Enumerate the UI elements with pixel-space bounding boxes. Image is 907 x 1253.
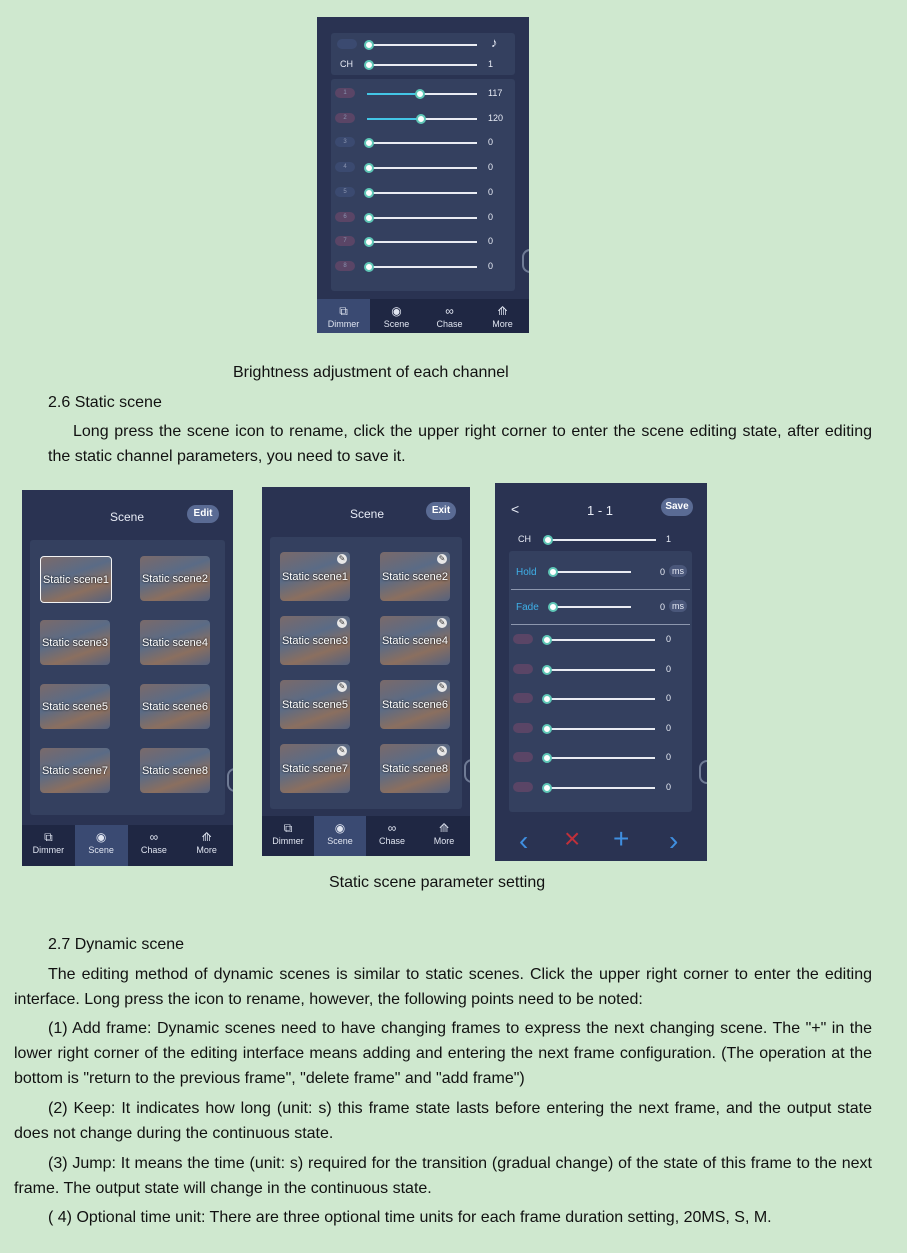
nav-more[interactable] [418,816,470,856]
master-panel [331,33,515,75]
scene-tile[interactable] [140,748,210,793]
scene-tile[interactable] [40,556,112,603]
more-icon: ⟰ [438,821,450,835]
channel-slider[interactable] [545,757,655,759]
channel-value: 117 [488,88,503,98]
section-2-7-p4: (3) Jump: It means the time (unit: s) required for the transition (gradual change) of the state of this frame to the next frame. The output state will change in the continuous state. [14,1155,872,1197]
section-heading-2-6: 2.6 Static scene [48,394,162,411]
bottom-nav [22,825,233,866]
hold-value: 0 [660,567,666,577]
scene-name: Static scene1 [281,570,349,583]
channel-badge [513,752,533,762]
scene-tile[interactable] [140,556,210,601]
channel-slider[interactable] [367,167,477,169]
scene-name: Static scene8 [381,762,449,775]
channel-value: 0 [666,693,672,703]
channel-badge: 7 [335,236,355,246]
channel-badge: 4 [335,162,355,172]
channel-value: 120 [488,112,504,123]
scene-screen-edit [22,490,233,866]
exit-button[interactable]: Exit [426,502,456,520]
scene-tile[interactable] [280,552,350,601]
slider-knob[interactable] [542,635,552,645]
add-frame-icon[interactable]: + [613,823,630,854]
next-frame-icon[interactable]: › [669,825,679,856]
caption-static-scene: Static scene parameter setting [329,874,546,891]
channel-value: 0 [666,752,672,762]
slider-knob[interactable] [542,724,552,734]
slider-knob[interactable] [415,89,425,99]
music-note-icon[interactable]: ♪ [491,35,498,50]
slider-fill [367,118,419,120]
scene-screen-exit [262,487,470,856]
channel-badge: 3 [335,137,355,147]
scene-tile[interactable] [140,684,210,729]
scene-name: Static scene6 [381,698,449,711]
previous-frame-icon[interactable]: ‹ [519,825,529,856]
nav-chase[interactable] [423,299,476,333]
ch-value: 1 [488,59,494,69]
channel-value: 0 [666,663,672,674]
channel-slider[interactable] [367,266,477,268]
fade-slider[interactable] [551,606,631,608]
scene-tile[interactable] [40,684,110,729]
nav-label: Dimmer [32,845,65,855]
scene-name: Static scene6 [141,700,209,713]
channel-slider[interactable] [545,639,655,641]
fade-label: Fade [516,602,539,613]
channel-badge: 5 [335,187,355,197]
channel-slider[interactable] [367,142,477,144]
channel-value: 0 [488,186,494,197]
rename-pencil-icon[interactable]: ✎ [438,618,446,627]
rename-pencil-icon[interactable]: ✎ [438,682,446,691]
channel-slider[interactable] [545,669,655,671]
channel-value: 0 [666,781,672,792]
scene-tile[interactable] [380,552,450,601]
dimmer-screen [317,17,529,333]
drawer-handle[interactable] [464,759,470,783]
channel-badge [513,634,533,644]
nav-label: Chase [140,845,167,855]
scene-tile[interactable] [40,620,110,665]
slider-knob[interactable] [416,114,426,124]
slider-knob[interactable] [364,213,374,223]
divider [511,589,690,590]
bottom-nav [317,299,529,333]
nav-label: Chase [378,836,405,846]
channel-slider[interactable] [367,217,477,219]
channel-slider[interactable] [367,241,477,243]
rename-pencil-icon[interactable]: ✎ [338,682,346,691]
scene-title: Scene [110,510,145,524]
channel-panel [331,79,515,291]
scene-tile[interactable] [40,748,110,793]
scene-name: Static scene7 [281,762,349,775]
scene-tile[interactable] [380,680,450,729]
slider-knob[interactable] [542,753,552,763]
scene-name: Static scene3 [41,636,109,649]
scene-grid [30,540,225,815]
channel-badge: 8 [335,261,355,271]
scene-tile[interactable] [280,680,350,729]
dimmer-icon: ⧉ [339,304,348,318]
scene-icon: ◉ [391,304,402,318]
nav-more[interactable] [180,825,233,866]
rename-pencil-icon[interactable]: ✎ [338,746,346,755]
scene-name: Static scene7 [41,764,109,777]
channel-badge [513,664,533,674]
nav-label: Scene [88,845,114,855]
rename-pencil-icon[interactable]: ✎ [438,746,446,755]
delete-frame-icon[interactable]: × [564,823,581,854]
nav-scene[interactable] [314,816,366,856]
ch-label: CH [518,534,531,544]
ch-slider[interactable] [546,539,656,541]
dimmer-icon: ⧉ [44,830,53,844]
scene-name: Static scene5 [41,700,109,713]
slider-knob[interactable] [364,138,374,148]
fade-unit[interactable]: ms [669,600,687,612]
dimmer-icon: ⧉ [283,821,293,835]
bulb-icon[interactable] [337,39,357,49]
channel-badge [513,693,533,703]
slider-knob[interactable] [364,262,374,272]
section-2-7-p2: (1) Add frame: Dynamic scenes need to have changing frames to express the next changing scene. The "+" in the lower right corner of the editing interface means adding and entering the next frame configuration. (The operation at the bottom is "return to the previous frame", "delete frame" and "add frame") [14,1020,872,1087]
nav-scene[interactable] [75,825,128,866]
channel-value: 0 [666,722,672,733]
nav-scene[interactable] [370,299,423,333]
master-slider[interactable] [367,44,477,46]
more-icon: ⟰ [201,830,212,844]
hold-label: Hold [516,567,537,578]
channel-badge [513,782,533,792]
scene-title: Scene [350,507,385,521]
nav-dimmer[interactable] [262,816,314,856]
channel-value: 0 [488,260,494,271]
back-icon[interactable]: < [511,501,520,517]
section-2-7-p5: ( 4) Optional time unit: There are three optional time units for each frame duration setting, 20MS, S, M. [48,1209,772,1226]
section-2-7-p1: The editing method of dynamic scenes is similar to static scenes. Click the upper right corner to enter the editing interface. Long press the icon to rename, however, the following points need to be noted: [14,966,872,1008]
scene-tile[interactable] [380,616,450,665]
frame-panel [509,551,692,812]
rename-pencil-icon[interactable]: ✎ [438,554,446,563]
drawer-handle[interactable] [522,249,529,273]
nav-dimmer[interactable] [22,825,75,866]
scene-name: Static scene5 [281,698,349,711]
scene-edit-screen [495,483,707,861]
bottom-nav [262,816,470,856]
frame-toolbar [495,821,707,861]
ch-slider[interactable] [367,64,477,66]
caption-brightness: Brightness adjustment of each channel [233,364,509,381]
nav-label: Dimmer [327,319,360,329]
chase-icon: ∞ [149,830,159,844]
scene-tile[interactable] [140,620,210,665]
scene-name: Static scene4 [141,636,209,649]
slider-fill [367,93,418,95]
scene-tile[interactable] [380,744,450,793]
scene-tile[interactable] [280,616,350,665]
scene-icon: ◉ [95,830,107,844]
channel-badge [513,723,533,733]
channel-badge: 6 [335,212,355,222]
slider-knob[interactable] [364,237,374,247]
section-2-6-body: Long press the scene icon to rename, click the upper right corner to enter the scene editing state, after editing the static channel parameters, you need to save it. [48,423,872,465]
nav-label: Chase [436,319,463,329]
channel-badge: 1 [335,88,355,98]
nav-chase[interactable] [366,816,418,856]
nav-label: Scene [383,319,410,329]
more-icon: ⟰ [497,304,508,318]
hold-slider[interactable] [551,571,631,573]
scene-name: Static scene3 [281,634,349,647]
scene-name: Static scene8 [141,764,209,777]
nav-chase[interactable] [128,825,181,866]
nav-label: More [196,845,217,855]
scene-name: Static scene4 [381,634,449,647]
chase-icon: ∞ [445,304,454,318]
slider-knob[interactable] [542,783,552,793]
nav-more[interactable] [476,299,529,333]
rename-pencil-icon[interactable]: ✎ [338,554,346,563]
slider-knob[interactable] [542,694,552,704]
channel-value: 0 [488,137,494,148]
nav-label: More [433,836,455,846]
channel-value: 0 [666,634,672,644]
drawer-handle[interactable] [227,768,233,792]
hold-unit[interactable]: ms [669,565,687,577]
nav-dimmer[interactable] [317,299,370,333]
fade-value: 0 [660,602,666,612]
nav-label: More [492,319,513,329]
channel-slider[interactable] [545,698,655,700]
rename-pencil-icon[interactable]: ✎ [338,618,346,627]
save-button[interactable]: Save [661,498,693,516]
section-heading-2-7: 2.7 Dynamic scene [48,936,185,953]
channel-value: 0 [488,162,494,173]
scene-name: Static scene1 [42,573,110,586]
slider-knob[interactable] [542,665,552,675]
channel-slider[interactable] [367,192,477,194]
nav-label: Dimmer [272,836,304,846]
drawer-handle[interactable] [699,760,707,784]
slider-knob[interactable] [364,188,374,198]
scene-name: Static scene2 [141,572,209,585]
chase-icon: ∞ [387,821,397,835]
channel-slider[interactable] [545,728,655,730]
channel-badge: 2 [335,113,355,123]
scene-icon: ◉ [334,821,346,835]
frame-title: 1 - 1 [587,503,614,518]
slider-knob[interactable] [364,163,374,173]
ch-value: 1 [666,534,672,544]
channel-slider[interactable] [367,93,477,95]
divider [511,624,690,625]
ch-label: CH [340,59,353,69]
nav-label: Scene [327,836,353,846]
channel-value: 0 [488,211,494,222]
channel-slider[interactable] [367,118,477,120]
section-2-7-p3: (2) Keep: It indicates how long (unit: s) this frame state lasts before entering the next frame, and the output state does not change during the continuous state. [14,1100,872,1142]
channel-slider[interactable] [545,787,655,789]
scene-name: Static scene2 [381,570,449,583]
scene-grid [270,537,462,809]
edit-button[interactable]: Edit [187,505,219,523]
channel-value: 0 [488,236,494,247]
scene-tile[interactable] [280,744,350,793]
